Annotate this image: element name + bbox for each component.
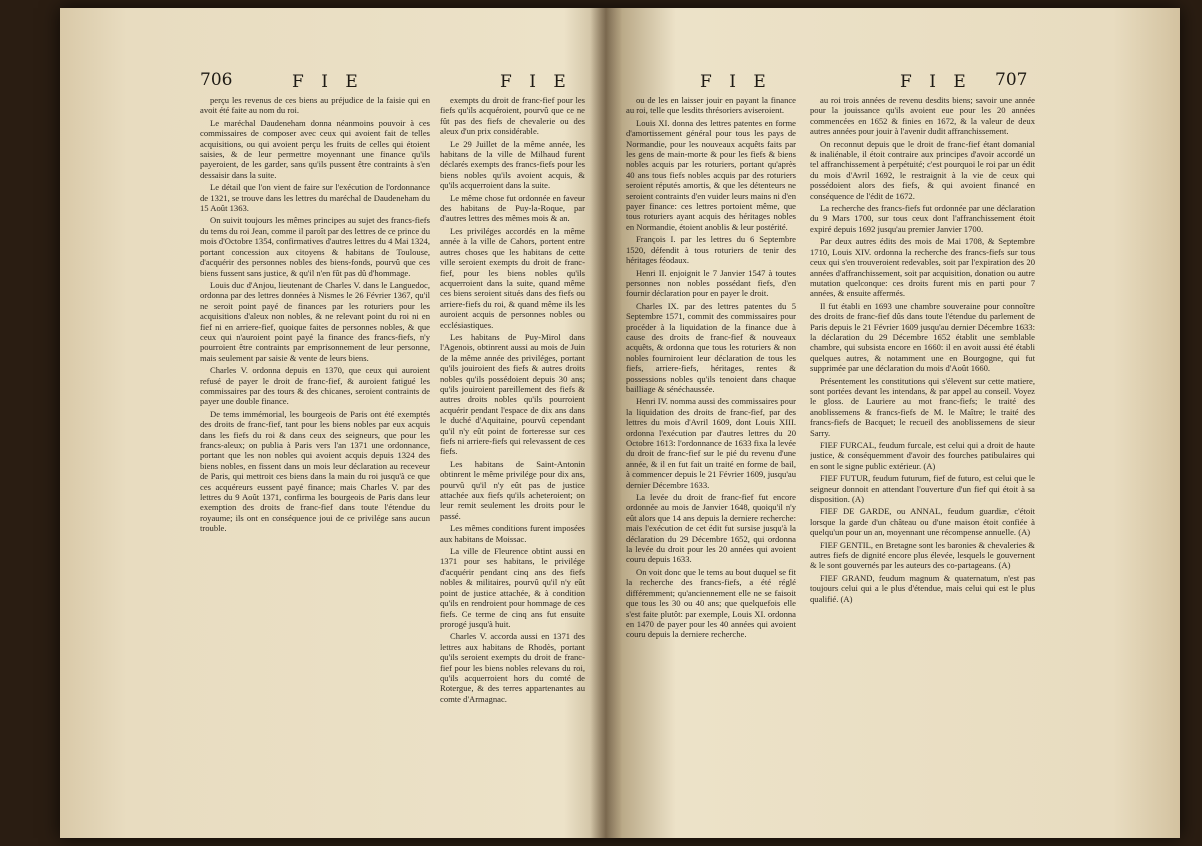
paragraph: La levée du droit de franc-fief fut encore ordonnée au mois de Janvier 1648, quoiqu'il n'y eût alors que 14 ans depuis la derniere recherche: mais l'exécution de cet édit fut sursise jusqu'à la déclaration du 29 Décembre 1652, qui ordonna la levée du droit pour les 20 années qui avoient couru depuis 1633. [626, 492, 796, 565]
paragraph: FIEF DE GARDE, ou ANNAL, feudum guardiæ, c'étoit lorsque la garde d'un château ou d'une maison étoit confiée à quelqu'un pour un an, moyennant une récompense annuelle. (A) [810, 506, 1035, 538]
paragraph: Le détail que l'on vient de faire sur l'exécution de l'ordonnance de 1321, se trouve dans les lettres du maréchal de Daudeneham du 15 Août 1363. [200, 182, 430, 214]
paragraph: Le maréchal Daudeneham donna néanmoins pouvoir à ces commissaires de composer avec ceux qui avoient fait de telles acquisitions, ou qui avoient perçu les fruits de celles qui étoient saisies, & de leur permettre moyennant une finance qu'ils payeroient, de les garder, sans qu'ils pussent être contraints à s'en dessaisir dans la suite. [200, 117, 430, 180]
paragraph: Présentement les constitutions qui s'élevent sur cette matiere, sont portées devant les intendans, & par appel au conseil. Voyez le gloss. de Lauriere au mot franc-fiefs; le traité des anoblissemens & francs-fiefs de M. le Maître; le traité des francs-fiefs de Bacquet; le recueil des anoblissemens de sieur Sarry. [810, 375, 1035, 438]
paragraph: On suivit toujours les mêmes principes au sujet des francs-fiefs du tems du roi Jean, comme il paroît par des lettres de ce prince du mois d'Octobre 1354, confirmatives d'autres lettres du 4 Mai 1324, portant concession aux citoyens & habitans de Toulouse, d'acquérir des personnes nobles des biens-fonds, pourvû que ces biens fussent sans justice, & qu'il n'en fût pas dû d'hommage. [200, 215, 430, 278]
paragraph: On voit donc que le tems au bout duquel se fit la recherche des francs-fiefs, a été réglé différemment; qu'anciennement elle ne se faisoit que tous les 30 ou 40 ans; que quelquefois elle s'est faite plutôt: par exemple, Louis XI. ordonna en 1470 de payer pour les 40 années qui avoient couru depuis la derniere recherche. [626, 566, 796, 640]
paragraph: Charles V. ordonna depuis en 1370, que ceux qui auroient refusé de payer le droit de franc-fief, & auroient fatigué les commissaires par des tours & des chicanes, seroient contraints de payer une double finance. [200, 365, 430, 407]
paragraph: Le même chose fut ordonnée en faveur des habitans de Puy-la-Roque, par d'autres lettres des mêmes mois & an. [440, 192, 585, 224]
paragraph: au roi trois années de revenu desdits biens; savoir une année pour la jouissance qu'ils avoient eue pour les 20 années commencées en 1652 & finies en 1672, & la valeur de deux autres années pour jouir à l'avenir dudit affranchissement. [810, 95, 1035, 137]
paragraph: La ville de Fleurence obtint aussi en 1371 pour ses habitans, le privilége d'acquérir pendant cinq ans des fiefs nobles & militaires, pourvû qu'il n'y eût point de justice attachée, & à condition qu'ils en rendroient pour hommage de ces fiefs. Ce terme de cinq ans fut ensuite prorogé jusqu'à huit. [440, 546, 585, 629]
paragraph: Le 29 Juillet de la même année, les habitans de la ville de Milhaud furent déclarés exempts des francs-fiefs pour les biens nobles qu'ils avoient acquis, & qu'ils acquerroient dans la suite. [440, 138, 585, 191]
paragraph: Les habitans de Saint-Antonin obtinrent le même privilége pour dix ans, pourvû qu'il n'y eût pas de justice attachée aux fiefs qu'ils acheteroient; on leur remit seulement les droits pour le passé. [440, 458, 585, 521]
left-column-2 [440, 95, 585, 835]
left-column-1 [200, 95, 430, 835]
paragraph: La recherche des francs-fiefs fut ordonnée par une déclaration du 9 Mars 1700, sur tous ceux dont l'affranchissement étoit expiré depuis 1692 jusqu'au premier Janvier 1700. [810, 203, 1035, 234]
paragraph: FIEF FURCAL, feudum furcale, est celui qui a droit de haute justice, & conséquemment d'avoir des fourches patibulaires qui en sont le signe public extérieur. (A) [810, 440, 1035, 471]
right-page-number: 707 [995, 70, 1028, 90]
book-gutter [590, 8, 622, 838]
paragraph: De tems immémorial, les bourgeois de Paris ont été exemptés des droits de franc-fief, tant pour les biens nobles par eux acquis dans les fiefs du roi & dans ceux des seigneurs, que pour les francs-aleux; on publia à Paris vers l'an 1371 une ordonnance, portant que les non nobles qui avoient acquis depuis 1324 des biens nobles, en fissent dans un mois leur déclaration au receveur de Paris, qui mettroit ces biens dans la main du roi jusqu'à ce que ces acquéreurs eussent payé finance; mais Charles V. par des lettres du 9 Août 1371, confirma les bourgeois de Paris dans leur exemption des droits de franc-fief dans toute l'étendue du royaume; ils ont en conséquence joui de ce privilége sans aucun trouble. [200, 408, 430, 534]
paragraph: Henri II. enjoignit le 7 Janvier 1547 à toutes personnes non nobles possédant fiefs, d'en fournir déclaration pour en payer le droit. [626, 267, 796, 299]
right-running-head-1: F I E [700, 72, 772, 92]
paragraph: François I. par les lettres du 6 Septembre 1520, défendit à tous roturiers de tenir des héritages féodaux. [626, 234, 796, 266]
paragraph: Par deux autres édits des mois de Mai 1708, & Septembre 1710, Louis XIV. ordonna la recherche des francs-fiefs sur tous ceux qui s'en trouveroient redevables, soit par l'expiration des 20 années d'affranchissement, soit par acquisition, donation ou autre mutation quelconque: ces droits furent mis en parti pour 7 années, & ensuite affermés. [810, 236, 1035, 299]
right-column-1 [626, 95, 796, 835]
right-column-2 [810, 95, 1035, 835]
paragraph: Les mêmes conditions furent imposées aux habitans de Moissac. [440, 523, 585, 544]
right-running-head-2: F I E [900, 72, 972, 92]
paragraph: Henri IV. nomma aussi des commissaires pour la liquidation des droits de franc-fief, par des lettres du mois d'Avril 1609, dont Louis XIII. ordonna l'exécution par d'autres lettres du 20 Octobre 1613: l'ordonnance de 1633 fixa la levée du droit de franc-fief sur le pié du revenu d'une année, & il en fut fait un traité en forme de bail, à commencer depuis le 21 Février 1609, jusqu'au dernier Décembre 1633. [626, 396, 796, 490]
paragraph: ou de les en laisser jouir en payant la finance au roi, telle que lesdits thrésoriers aviseroient. [626, 95, 796, 116]
paragraph: FIEF GENTIL, en Bretagne sont les baronies & chevaleries & autres fiefs de dignité encore plus élevée, lesquels le gouvernent & le sont gouvernés par les auteurs des co-partageans. (A) [810, 539, 1035, 571]
paragraph: FIEF FUTUR, feudum futurum, fief de futuro, est celui que le seigneur donnoit en attendant l'ouverture d'un fief qui étoit à sa disposition. (A) [810, 473, 1035, 505]
paragraph: exempts du droit de franc-fief pour les fiefs qu'ils acquéroient, pourvû que ce ne fût pas des fiefs de chevalerie ou des aleux d'un prix considérable. [440, 95, 585, 137]
paragraph: perçu les revenus de ces biens au préjudice de la faisie qui en avoit été faite au nom du roi. [200, 95, 430, 116]
left-page-number: 706 [200, 70, 233, 90]
left-running-head-2: F I E [500, 72, 572, 92]
paragraph: Il fut établi en 1693 une chambre souveraine pour connoître des droits de franc-fief dûs dans toute l'étendue du parlement de Paris depuis le 21 Février 1609 jusqu'au dernier Décembre 1633: la déclaration du 29 Décembre 1652 établit une semblable chambre, qui subsista encore en 1660: il en avoit aussi été établi quelques autres, & notamment une en Bourgogne, qui fut supprimée par une déclaration du mois d'Août 1660. [810, 300, 1035, 374]
paragraph: FIEF GRAND, feudum magnum & quaternatum, n'est pas toujours celui qui a le plus d'étendue, mais celui qui est le plus qualifié. (A) [810, 572, 1035, 604]
paragraph: Louis XI. donna des lettres patentes en forme d'amortissement général pour tous les pays de Normandie, pour les nouveaux acquêts faits par les gens de main-morte & pour les fiefs & biens nobles acquis par les roturiers, portant qu'après 40 ans tous fiefs nobles acquis par des roturiers seroient réputés amortis, & que les détenteurs ne seroient contraints d'en vuider leurs mains ni d'en payer finance: ces lettres portoient même, que tous roturiers ayant acquis des héritages nobles en Normandie, étoient anoblis & leur postérité. [626, 117, 796, 232]
paragraph: Charles V. accorda aussi en 1371 des lettres aux habitans de Rhodès, portant qu'ils seroient exempts du droit de franc-fief pour les biens nobles relevans du roi, qu'ils acquerroient hors du comté de Rotergue, & des terres appartenantes au comte d'Armagnac. [440, 631, 585, 704]
paragraph: On reconnut depuis que le droit de franc-fief étant domanial & inaliénable, il étoit contraire aux principes d'avoir accordé un tel affranchissement à perpétuité; c'est pourquoi le roi par un édit du mois d'Avril 1692, le restraignit à la vie de ceux qui possédoient alors des fiefs, & qui avoient financé en conséquence de l'édit de 1672. [810, 138, 1035, 201]
paragraph: Charles IX. par des lettres patentes du 5 Septembre 1571, commit des commissaires pour procéder à la liquidation de la finance due à cause des droits de franc-fief & nouveaux acquêts, & ordonna que tous les roturiers & non nobles fourniroient leur déclaration de tous les fiefs, arriere-fiefs, héritages, rentes & possessions nobles qu'ils tenoient dans chaque bailliage & sénéchaussée. [626, 300, 796, 394]
paragraph: Les priviléges accordés en la même année à la ville de Cahors, portent entre autres choses que les habitans de cette ville seroient exempts du droit de franc-fief, pour les biens nobles qu'ils acquerroient dans la suite, quand même ces biens seroient situés dans des fiefs ou arriere-fiefs du roi, & quand même ils les auroient acquis de personnes nobles ou ecclésiastiques. [440, 225, 585, 330]
left-running-head-1: F I E [292, 72, 364, 92]
paragraph: Les habitans de Puy-Mirol dans l'Agenois, obtinrent aussi au mois de Juin de la même année des priviléges, portant qu'ils jouiroient des fiefs & autres droits nobles qu'ils possédoient depuis 30 ans; qu'ils jouiroient pareillement des fiefs & autres droits nobles qu'ils pourroient acquérir pendant l'espace de dix ans dans le duché d'Aquitaine, pourvû cependant qu'il n'y eût point de forteresse sur ces fiefs ni arriere-fiefs qui relevassent de ces fiefs. [440, 331, 585, 457]
paragraph: Louis duc d'Anjou, lieutenant de Charles V. dans le Languedoc, ordonna par des lettres données à Nismes le 26 Février 1367, qu'il ne seroit point payé de finances par les roturiers pour les acquisitions d'aleux non nobles, & ne relevant point du roi ni en fief ni en arriere-fief, quoique faites de personnes nobles, & que ceux qui n'auroient point payé la finance des francs-fiefs, n'y pourroient être contraints par emprisonnement de leur personne, mais seulement par saisie & vente de leurs biens. [200, 279, 430, 363]
